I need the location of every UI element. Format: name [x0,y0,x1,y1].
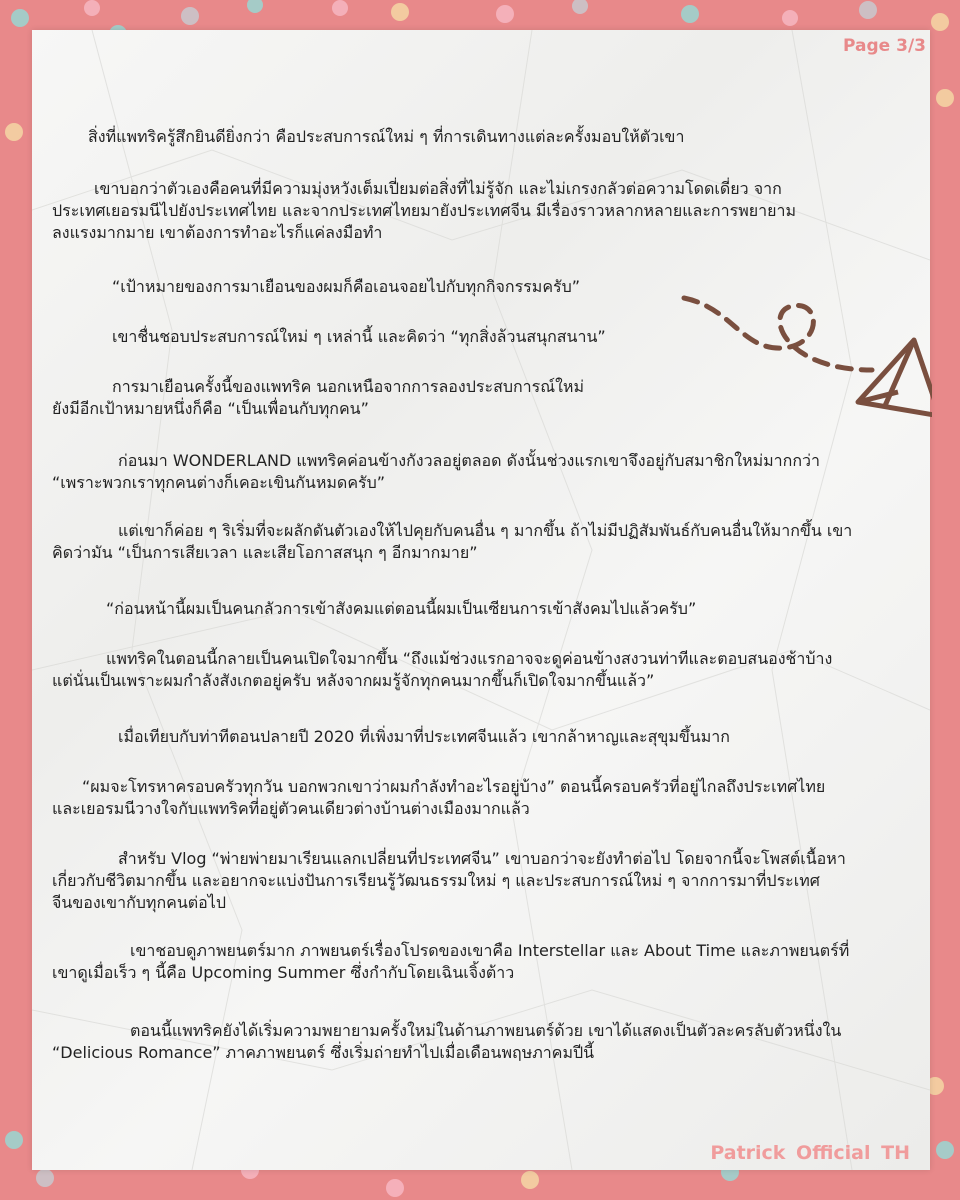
paragraph-4: เขาชื่นชอบประสบการณ์ใหม่ ๆ เหล่านี้ และคิดว่า “ทุกสิ่งล้วนสนุกสนาน” [112,327,606,346]
footer-brand: Patrick Official TH [710,1142,910,1164]
paragraph-7: แต่เขาก็ค่อย ๆ ริเริ่มที่จะผลักดันตัวเองให้ไปคุยกับคนอื่น ๆ มากขึ้น ถ้าไม่มีปฏิสัมพันธ์กับคนอื่นให้มากขึ้น เขา คิดว่ามัน “เป็นการเสียเวลา และเสียโอกาสสนุก ๆ อีกมากมาย” [52,521,853,562]
paragraph-14: ตอนนี้แพทริคยังได้เริ่มความพยายามครั้งใหม่ในด้านภาพยนตร์ด้วย เขาได้แสดงเป็นตัวละครลับตัวหนึ่งใน “Delicious Romance” ภาคภาพยนตร์ ซึ่งเริ่มถ่ายทำไปเมื่อเดือนพฤษภาคมปีนี้ [52,1021,842,1062]
paragraph-2: เขาบอกว่าตัวเองคือคนที่มีความมุ่งหวังเต็มเปี่ยมต่อสิ่งที่ไม่รู้จัก และไม่เกรงกลัวต่อความโดดเดี่ยว จาก ประเทศเยอรมนีไปยังประเทศไทย และจากประเทศไทยมายังประเทศจีน มีเรื่องราวหลากหลายและการพยายาม ลงแรงมากมาย เขาต้องการทำอะไรก็แค่ลงมือทำ [52,179,796,242]
paper-sheet [32,30,930,1170]
paragraph-13: เขาชอบดูภาพยนตร์มาก ภาพยนตร์เรื่องโปรดของเขาคือ Interstellar และ About Time และภาพยนตร์ที่ เขาดูเมื่อเร็ว ๆ นี้คือ Upcoming Summer ซึ่งกำกับโดยเฉินเจิ้งต้าว [52,941,850,982]
paper-plane-icon [672,260,932,440]
paragraph-3: “เป้าหมายของการมาเยือนของผมก็คือเอนจอยไปกับทุกกิจกรรมครับ” [112,277,581,296]
page-number: Page 3/3 [843,36,926,56]
paragraph-12: สำหรับ Vlog “พ่ายพ่ายมาเรียนแลกเปลี่ยนที่ประเทศจีน” เขาบอกว่าจะยังทำต่อไป โดยจากนี้จะโพสต์เนื้อหา เกี่ยวกับชีวิตมากขึ้น และอยากจะแบ่งปันการเรียนรู้วัฒนธรรมใหม่ ๆ และประสบการณ์ใหม่ ๆ จากการมาที่ประเทศ จีนของเขากับทุกคนต่อไป [52,849,846,912]
paragraph-11: “ผมจะโทรหาครอบครัวทุกวัน บอกพวกเขาว่าผมกำลังทำอะไรอยู่บ้าง” ตอนนี้ครอบครัวที่อยู่ไกลถึงประเทศไทย และเยอรมนีวางใจกับแพทริคที่อยู่ตัวคนเดียวต่างบ้านต่างเมืองมากแล้ว [52,777,826,818]
paragraph-10: เมื่อเทียบกับท่าทีตอนปลายปี 2020 ที่เพิ่งมาที่ประเทศจีนแล้ว เขากล้าหาญและสุขุมขึ้นมาก [118,727,730,746]
paragraph-6: ก่อนมา WONDERLAND แพทริคค่อนข้างกังวลอยู่ตลอด ดังนั้นช่วงแรกเขาจึงอยู่กับสมาชิกใหม่มากกว่า “เพราะพวกเราทุกคนต่างก็เคอะเขินกันหมดครับ” [52,451,820,492]
paragraph-8: “ก่อนหน้านี้ผมเป็นคนกลัวการเข้าสังคมแต่ตอนนี้ผมเป็นเซียนการเข้าสังคมไปแล้วครับ” [106,599,697,618]
paragraph-9: แพทริคในตอนนี้กลายเป็นคนเปิดใจมากขึ้น “ถึงแม้ช่วงแรกอาจจะดูค่อนข้างสงวนท่าทีและตอบสนองช้าบ้าง แต่นั่นเป็นเพราะผมกำลังสังเกตอยู่ครับ หลังจากผมรู้จักทุกคนมากขึ้นก็เปิดใจมากขึ้นแล้ว” [52,649,833,690]
paragraph-1: สิ่งที่แพทริครู้สึกยินดียิ่งกว่า คือประสบการณ์ใหม่ ๆ ที่การเดินทางแต่ละครั้งมอบให้ตัวเขา [88,127,685,146]
paragraph-5: การมาเยือนครั้งนี้ของแพทริค นอกเหนือจากการลองประสบการณ์ใหม่ ยังมีอีกเป้าหมายหนึ่งก็คือ “เป็นเพื่อนกับทุกคน” [52,377,584,418]
